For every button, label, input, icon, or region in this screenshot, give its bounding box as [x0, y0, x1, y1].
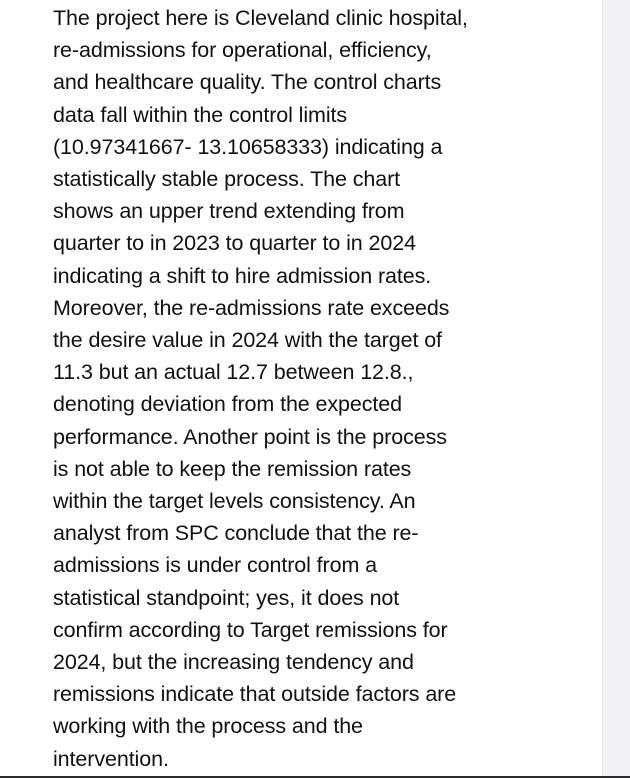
text-line-10: Moreover, the re-admissions rate exceeds — [53, 295, 450, 320]
text-line-11: the desire value in 2024 with the target of — [53, 328, 442, 353]
text-line-15: is not able to keep the remission rates — [53, 456, 412, 481]
text-line-22: remissions indicate that outside factors are — [53, 682, 457, 707]
text-line-12: 11.3 but an actual 12.7 between 12.8., — [53, 360, 414, 385]
text-line-21: 2024, but the increasing tendency and — [53, 650, 414, 675]
text-line-13: denoting deviation from the expected — [53, 392, 402, 417]
text-line-3: and healthcare quality. The control charts — [53, 70, 442, 95]
text-line-24: intervention. — [53, 746, 169, 771]
text-line-6: statistically stable process. The chart — [53, 167, 401, 192]
text-line-9: indicating a shift to hire admission rates. — [53, 263, 432, 288]
text-line-18: admissions is under control from a — [53, 553, 378, 578]
text-line-8: quarter to in 2023 to quarter to in 2024 — [53, 231, 416, 256]
text-line-23: working with the process and the — [53, 714, 363, 739]
text-line-7: shows an upper trend extending from — [53, 199, 405, 224]
text-line-4: data fall within the control limits — [53, 102, 348, 127]
text-line-2: re-admissions for operational, efficiency, — [53, 38, 432, 63]
text-line-19: statistical standpoint; yes, it does not — [53, 585, 400, 610]
text-line-20: confirm according to Target remissions for — [53, 617, 448, 642]
text-line-1: The project here is Cleveland clinic hospital, — [53, 6, 468, 30]
body-paragraph — [53, 2, 598, 775]
text-line-5: (10.97341667- 13.10658333) indicating a — [53, 134, 443, 159]
text-line-14: performance. Another point is the process — [53, 424, 447, 449]
text-line-17: analyst from SPC conclude that the re- — [53, 521, 419, 546]
text-line-16: within the target levels consistency. An — [53, 489, 416, 514]
